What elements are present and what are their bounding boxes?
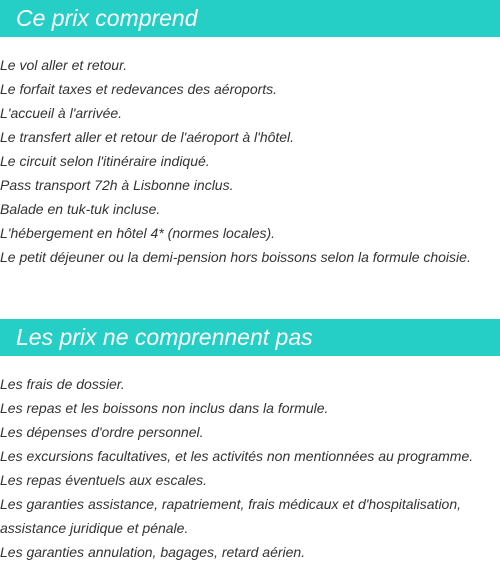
list-item: Le forfait taxes et redevances des aéroports. bbox=[0, 81, 278, 97]
list-item: Les garanties assistance, rapatriement, frais médicaux et d'hospitalisation, bbox=[0, 496, 462, 512]
included-list bbox=[0, 53, 500, 269]
list-item: Le vol aller et retour. bbox=[0, 57, 128, 73]
list-item: L'hébergement en hôtel 4* (normes locales). bbox=[0, 225, 276, 241]
list-item: Balade en tuk-tuk incluse. bbox=[0, 201, 161, 217]
excluded-section-title: Les prix ne comprennent pas bbox=[16, 324, 313, 350]
excluded-section-header bbox=[0, 319, 500, 356]
list-item: Les repas éventuels aux escales. bbox=[0, 472, 208, 488]
list-item: Les repas et les boissons non inclus dans la formule. bbox=[0, 400, 329, 416]
list-item: Le transfert aller et retour de l'aéroport à l'hôtel. bbox=[0, 129, 295, 145]
excluded-list bbox=[0, 372, 500, 564]
list-item: Les garanties annulation, bagages, retard aérien. bbox=[0, 544, 306, 560]
list-item: Le petit déjeuner ou la demi-pension hors boissons selon la formule choisie. bbox=[0, 249, 471, 265]
list-item: Les frais de dossier. bbox=[0, 376, 125, 392]
list-item: Les excursions facultatives, et les activités non mentionnées au programme. bbox=[0, 448, 474, 464]
included-section-title: Ce prix comprend bbox=[16, 5, 198, 31]
list-item: Pass transport 72h à Lisbonne inclus. bbox=[0, 177, 234, 193]
list-item: assistance juridique et pénale. bbox=[0, 520, 189, 536]
included-section-header bbox=[0, 0, 500, 37]
list-item: L'accueil à l'arrivée. bbox=[0, 105, 123, 121]
list-item: Le circuit selon l'itinéraire indiqué. bbox=[0, 153, 210, 169]
list-item: Les dépenses d'ordre personnel. bbox=[0, 424, 204, 440]
